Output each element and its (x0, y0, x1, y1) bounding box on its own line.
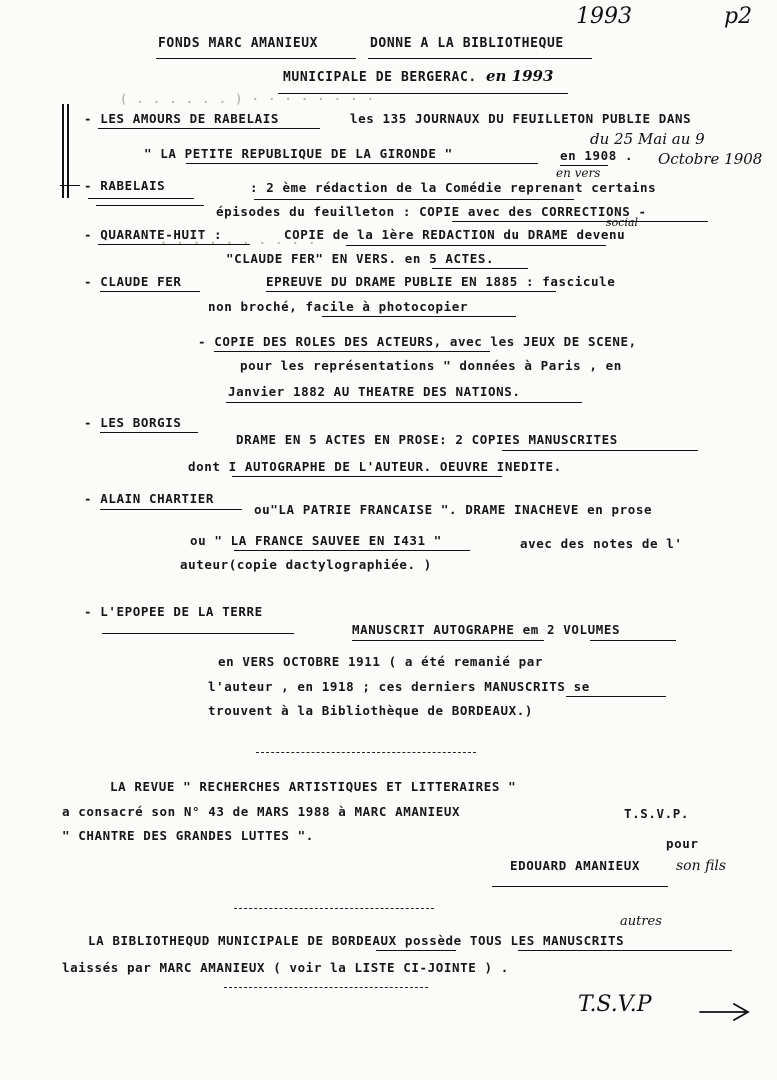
revue-line: " CHANTRE DES GRANDES LUTTES ". (62, 828, 314, 843)
entry-text: en VERS OCTOBRE 1911 ( a été remanié par (218, 654, 544, 669)
entry-text: DRAME EN 5 ACTES EN PROSE: 2 COPIES MANUSCRITES (236, 432, 618, 447)
arrow-right-icon (698, 1000, 754, 1022)
header-fonds: FONDS MARC AMANIEUX (158, 36, 319, 51)
underline (322, 316, 516, 317)
entry-title-alain: - ALAIN CHARTIER (84, 491, 215, 506)
handwritten-tsvp: T.S.V.P (578, 992, 652, 1017)
header-donne: DONNE A LA BIBLIOTHEQUE (370, 36, 564, 51)
underline (254, 199, 574, 200)
entry-text: ou"LA PATRIE FRANCAISE ". DRAME INACHEVE en prose (254, 502, 653, 517)
separator (224, 987, 428, 988)
handwritten-son-fils: son fils (676, 858, 727, 874)
entry-text: trouvent à la Bibliothèque de BORDEAUX.) (208, 703, 534, 718)
underline (214, 351, 490, 352)
entry-title-amours: - LES AMOURS DE RABELAIS (84, 111, 280, 126)
underline (98, 244, 250, 245)
underline (452, 221, 708, 222)
entry-title-rabelais: - RABELAIS (84, 178, 166, 193)
entry-text: l'auteur , en 1918 ; ces derniers MANUSCRITS se (208, 679, 590, 694)
entry-title-claude-fer: - CLAUDE FER (84, 274, 182, 289)
underline (368, 58, 592, 59)
underline (102, 633, 294, 634)
underline (88, 198, 194, 199)
entry-text: Janvier 1882 AU THEATRE DES NATIONS. (228, 384, 521, 399)
underline (186, 163, 538, 164)
entry-text: COPIE de la 1ère REDACTION du DRAME devenu (284, 227, 626, 242)
entry-title-epopee: - L'EPOPEE DE LA TERRE (84, 604, 263, 619)
underline (346, 245, 606, 246)
underline (518, 950, 732, 951)
entry-text: auteur(copie dactylographiée. ) (180, 557, 432, 572)
header-municipale: MUNICIPALE DE BERGERAC. (283, 70, 477, 85)
entry-text: "CLAUDE FER" EN VERS. en 5 ACTES. (226, 251, 495, 266)
tsvp-note: T.S.V.P. (624, 806, 690, 821)
underline (376, 950, 456, 951)
underline (352, 640, 544, 641)
handwritten-en-vers: en vers (556, 166, 601, 180)
entry-title-borgis: - LES BORGIS (84, 415, 182, 430)
underline (566, 696, 666, 697)
underline (266, 291, 556, 292)
handwritten-year: 1993 (576, 4, 632, 29)
entry-text: non broché, facile à photocopier (208, 299, 469, 314)
entry-text: les 135 JOURNAUX DU FEUILLETON PUBLIE DANS (350, 111, 692, 126)
entry-text: avec des notes de l' (520, 536, 683, 551)
underline (432, 268, 528, 269)
margin-mark (67, 104, 69, 198)
pour-label: pour (666, 836, 699, 851)
entry-text: - COPIE DES ROLES DES ACTEURS, avec les JEUX DE SCENE, (198, 334, 637, 349)
entry-text: MANUSCRIT AUTOGRAPHE em 2 VOLUMES (352, 622, 621, 637)
handwritten-page-mark: p2 (724, 4, 753, 29)
entry-text: EPREUVE DU DRAME PUBLIE EN 1885 : fascicule (266, 274, 616, 289)
underline (232, 476, 502, 477)
footer-line: LA BIBLIOTHEQUD MUNICIPALE DE BORDEAUX possède TOUS LES MANUSCRITS (88, 933, 625, 948)
footer-line: laissés par MARC AMANIEUX ( voir la LISTE CI-JOINTE ) . (62, 960, 509, 975)
underline (234, 550, 470, 551)
handwritten-en-1993: en 1993 (486, 67, 554, 85)
revue-line: a consacré son N° 43 de MARS 1988 à MARC AMANIEUX (62, 804, 461, 819)
handwritten-october: Octobre 1908 (658, 150, 763, 168)
entry-text: ou " LA FRANCE SAUVEE EN I431 " (190, 533, 442, 548)
entry-text: : 2 ème rédaction de la Comédie reprenant certains (250, 180, 657, 195)
entry-text: " LA PETITE REPUBLIQUE DE LA GIRONDE " (144, 146, 453, 161)
underline (226, 402, 582, 403)
underline (492, 886, 668, 887)
entry-text: épisodes du feuilleton : COPIE avec des CORRECTIONS - (216, 204, 647, 219)
underline (100, 432, 198, 433)
separator (234, 908, 434, 909)
revue-line: LA REVUE " RECHERCHES ARTISTIQUES ET LITTERAIRES " (110, 779, 517, 794)
underline (278, 93, 568, 94)
bleed-through-text: ( . . . . . . ) · · · · · · · · (120, 92, 375, 106)
separator (256, 752, 476, 753)
bleed-through-text: · · · · · · · · · · (160, 236, 317, 250)
underline (100, 509, 242, 510)
handwritten-date: du 25 Mai au 9 (590, 130, 705, 148)
underline (100, 291, 200, 292)
underline (96, 205, 204, 206)
handwritten-social: social (606, 216, 639, 229)
handwritten-autres: autres (620, 914, 662, 929)
entry-text: pour les représentations " données à Paris , en (240, 358, 622, 373)
entry-text: dont I AUTOGRAPHE DE L'AUTEUR. OEUVRE INEDITE. (188, 459, 562, 474)
underline (590, 640, 676, 641)
entry-title-quarante: - QUARANTE-HUIT : (84, 227, 223, 242)
underline (502, 450, 698, 451)
signature-name: EDOUARD AMANIEUX (510, 858, 641, 873)
margin-mark (62, 104, 64, 198)
margin-cross (60, 185, 80, 186)
underline (98, 128, 320, 129)
entry-text: en 1908 . (560, 148, 634, 163)
underline (156, 58, 356, 59)
